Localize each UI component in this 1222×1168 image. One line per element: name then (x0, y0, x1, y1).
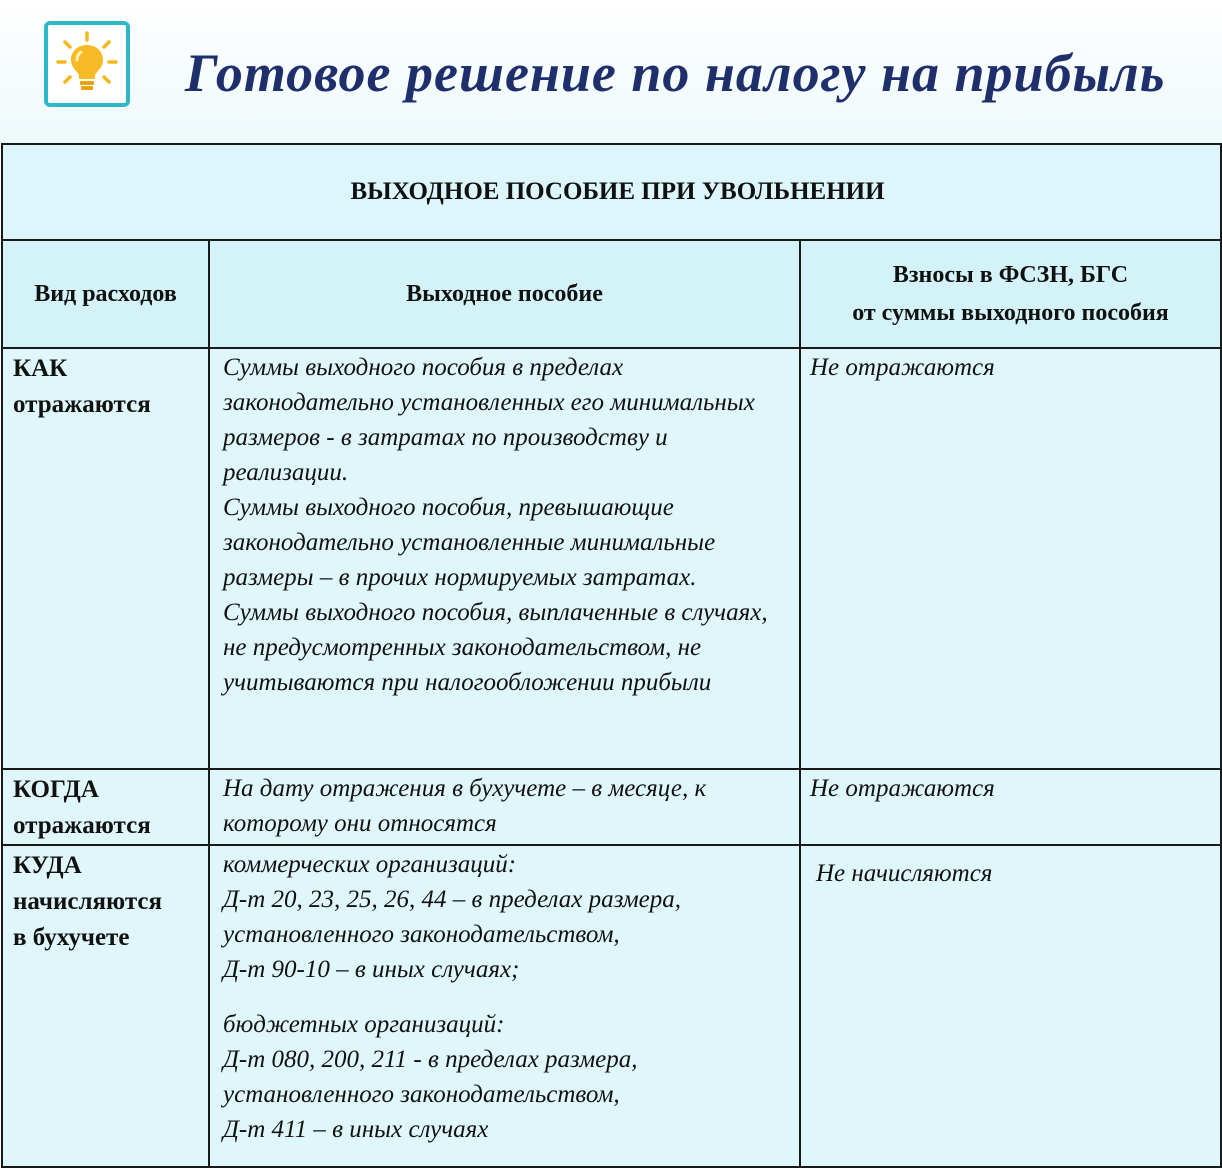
commercial-heading: коммерческих организаций: (223, 851, 517, 878)
severance-where-text (209, 845, 800, 1167)
how-paragraph-3: Суммы выходного пособия, выплаченные в случаях, не предусмотренных законодательством, не учитываются при налогообложении прибыли (223, 599, 768, 696)
budget-accounts-1: Д-т 080, 200, 211 - в пределах размера, установленного законодательством, (223, 1046, 638, 1108)
table-row-where (2, 845, 1221, 1167)
row-label-when: КОГДА отражаются (2, 769, 209, 845)
how-paragraph-1: Суммы выходного пособия в пределах законодательно установленных его минимальных размеров - в затратах по производству и реализации. (223, 354, 755, 486)
contributions-where: Не начисляются (800, 845, 1221, 1167)
commercial-accounts-1: Д-т 20, 23, 25, 26, 44 – в пределах размера, установленного законодательством, (223, 886, 682, 948)
contributions-how: Не отражаются (800, 348, 1221, 769)
column-header-contributions (800, 240, 1221, 348)
commercial-accounts-2: Д-т 90-10 – в иных случаях; (223, 956, 520, 983)
spacer (223, 987, 791, 1007)
page-title: Готовое решение по налогу на прибыль (185, 43, 1166, 103)
table-header-row (2, 240, 1221, 348)
column-header-contributions-line2: от суммы выходного пособия (852, 300, 1169, 326)
page-header (0, 0, 1222, 143)
how-paragraph-2: Суммы выходного пособия, превышающие законодательно установленные минимальные размеры – в прочих нормируемых затратах. (223, 494, 716, 591)
column-header-severance: Выходное пособие (209, 240, 800, 348)
column-header-contributions-line1: Взносы в ФСЗН, БГС (892, 262, 1129, 288)
column-header-expense-type: Вид расходов (2, 240, 209, 348)
contributions-when: Не отражаются (800, 769, 1221, 845)
budget-accounts-2: Д-т 411 – в иных случаях (223, 1116, 489, 1143)
severance-table (1, 143, 1222, 1168)
table-caption: ВЫХОДНОЕ ПОСОБИЕ ПРИ УВОЛЬНЕНИИ (2, 144, 1221, 240)
table-row-when (2, 769, 1221, 845)
table-caption-row (2, 144, 1221, 240)
table-row-how (2, 348, 1221, 769)
logo-badge (44, 21, 130, 107)
severance-how-text (209, 348, 800, 769)
lightbulb-icon (48, 25, 126, 103)
row-label-how: КАК отражаются (2, 348, 209, 769)
row-label-where: КУДА начисляются в бухучете (2, 845, 209, 1167)
severance-when-text: На дату отражения в бухучете – в месяце, к которому они относятся (209, 769, 800, 845)
budget-heading: бюджетных организаций: (223, 1011, 505, 1038)
